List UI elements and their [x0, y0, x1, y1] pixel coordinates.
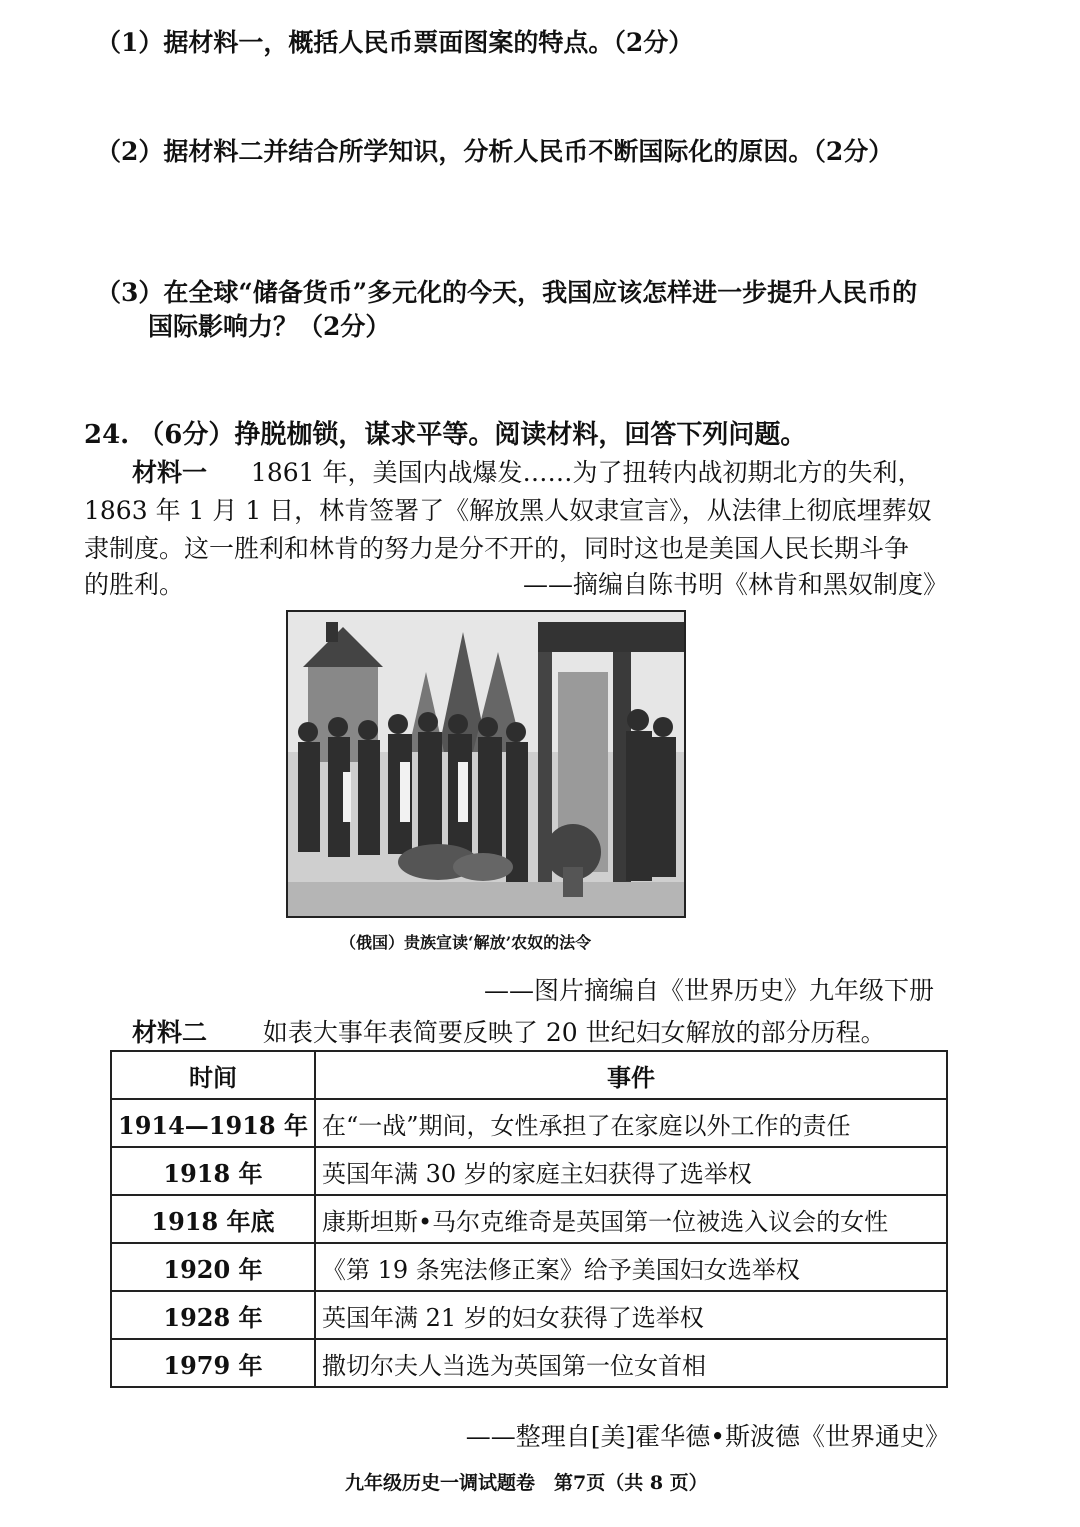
table-cell-time: 1928 年	[111, 1291, 315, 1339]
table-row	[111, 1195, 947, 1243]
material-2-text: 如表大事年表简要反映了 20 世纪妇女解放的部分历程。	[262, 1018, 886, 1047]
material-1-source: ——摘编自陈书明《林肯和黑奴制度》	[522, 570, 948, 599]
table-cell-event: 撒切尔夫人当选为英国第一位女首相	[315, 1339, 947, 1387]
material-2-label: 材料二	[132, 1018, 208, 1047]
material-1-label: 材料一	[132, 458, 208, 487]
table-source: ——整理自[美]霍华德•斯波德《世界通史》	[465, 1422, 950, 1451]
table-cell-time: 1979 年	[111, 1339, 315, 1387]
table-cell-event: 《第 19 条宪法修正案》给予美国妇女选举权	[315, 1243, 947, 1291]
table-row	[111, 1147, 947, 1195]
page-footer: 九年级历史一调试题卷 第7页（共 8 页）	[345, 1472, 708, 1494]
material-1-line-2: 1863 年 1 月 1 日，林肯签署了《解放黑人奴隶宣言》，从法律上彻底埋葬奴	[84, 496, 932, 525]
table-row	[111, 1291, 947, 1339]
table-cell-event: 英国年满 30 岁的家庭主妇获得了选举权	[315, 1147, 947, 1195]
table-cell-event: 在“一战”期间，女性承担了在家庭以外工作的责任	[315, 1099, 947, 1147]
material-1-line-4: 的胜利。	[84, 570, 185, 599]
engraving-illustration	[288, 612, 684, 916]
table-cell-time: 1918 年底	[111, 1195, 315, 1243]
table-row	[111, 1099, 947, 1147]
material-1-line-1	[132, 456, 923, 490]
table-header-event: 事件	[315, 1051, 947, 1099]
table-cell-time: 1914—1918 年	[111, 1099, 315, 1147]
table-header-time: 时间	[111, 1051, 315, 1099]
table-header-row	[111, 1051, 947, 1099]
material-2-line	[132, 1016, 886, 1050]
table-row	[111, 1243, 947, 1291]
figure-caption: （俄国）贵族宣读‘解放’农奴的法令	[340, 933, 592, 952]
question-3-line-2: 国际影响力？（2分）	[148, 312, 391, 341]
table-cell-time: 1920 年	[111, 1243, 315, 1291]
table-cell-time: 1918 年	[111, 1147, 315, 1195]
material-1-line-3: 隶制度。这一胜利和林肯的努力是分不开的，同时这也是美国人民长期斗争	[84, 534, 910, 563]
table-row	[111, 1339, 947, 1387]
figure-source: ——图片摘编自《世界历史》九年级下册	[483, 976, 934, 1005]
material-1-text-1: 1861 年，美国内战爆发……为了扭转内战初期北方的失利，	[250, 458, 923, 487]
events-table	[110, 1050, 948, 1388]
historical-engraving-image	[286, 610, 686, 918]
question-24-title: 24. （6分）挣脱枷锁，谋求平等。阅读材料，回答下列问题。	[84, 420, 807, 450]
table-cell-event: 英国年满 21 岁的妇女获得了选举权	[315, 1291, 947, 1339]
question-3-line-1: （3）在全球“储备货币”多元化的今天，我国应该怎样进一步提升人民币的	[96, 278, 918, 307]
question-2: （2）据材料二并结合所学知识，分析人民币不断国际化的原因。（2分）	[96, 137, 894, 166]
table-cell-event: 康斯坦斯•马尔克维奇是英国第一位被选入议会的女性	[315, 1195, 947, 1243]
question-1: （1）据材料一，概括人民币票面图案的特点。（2分）	[96, 28, 694, 57]
